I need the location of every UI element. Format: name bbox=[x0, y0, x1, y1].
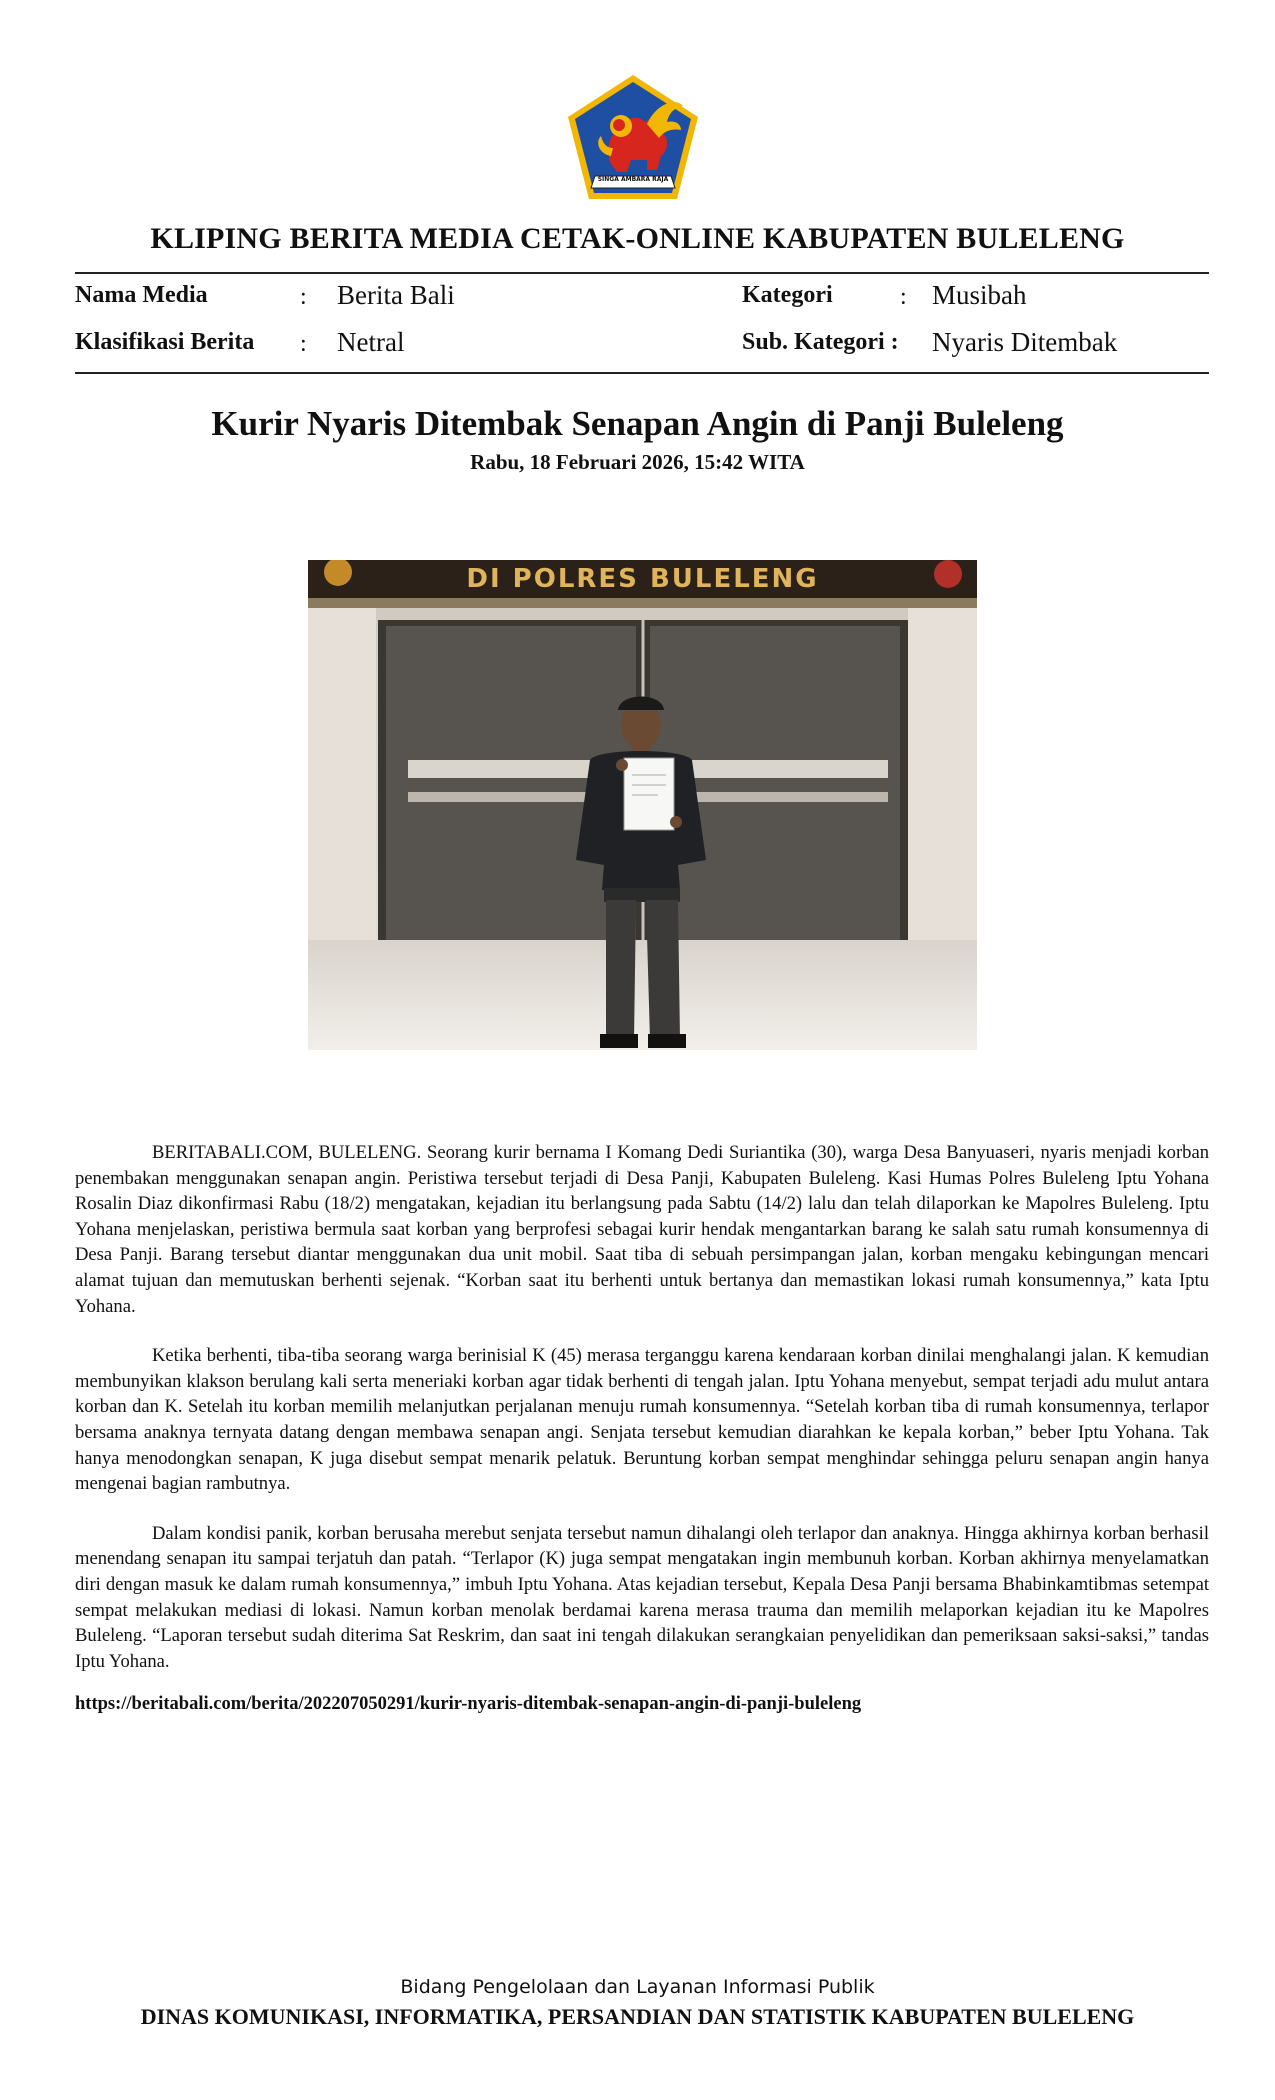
classification-value: Netral bbox=[337, 327, 405, 357]
article-paragraph: Dalam kondisi panik, korban berusaha merebut senjata tersebut namun dihalangi oleh terlapor dan anaknya. Hingga akhirnya korban berhasil menendang senapan itu sampai terjatuh dan patah. “Terlapor (K) juga sempat mengatakan ingin membunuh korban. Korban akhirnya menyelamatkan diri dengan masuk ke dalam rumah konsumennya,” imbuh Iptu Yohana. Atas kejadian tersebut, Kepala Desa Panji bersama Bhabinkamtibmas setempat sempat melakukan mediasi di lokasi. Namun korban menolak berdamai karena merasa trauma dan memilih melaporkan kejadian itu ke Mapolres Buleleng. “Laporan tersebut sudah diterima Sat Reskrim, dan saat ini tengah dilakukan serangkaian penyelidikan dan pemeriksaan saksi-saksi,” tandas Iptu Yohana. bbox=[75, 1522, 1209, 1672]
media-label: Nama Media bbox=[75, 282, 208, 308]
category-value: Musibah bbox=[932, 280, 1027, 310]
classification-label: Klasifikasi Berita bbox=[75, 329, 255, 355]
media-value: Berita Bali bbox=[337, 280, 455, 310]
article-headline: Kurir Nyaris Ditembak Senapan Angin di Panji Buleleng bbox=[211, 404, 1064, 443]
divider-top bbox=[75, 272, 1209, 274]
subcategory-value: Nyaris Ditembak bbox=[932, 327, 1118, 357]
media-colon: : bbox=[300, 284, 307, 310]
article-paragraph: Ketika berhenti, tiba-tiba seorang warga berinisial K (45) merasa terganggu karena kendaraan korban dinilai menghalangi jalan. K kemudian membunyikan klakson berulang kali serta meneriaki korban agar tidak berhenti di tengah jalan. Iptu Yohana menyebut, sempat terjadi adu mulut antara korban dan K. Setelah itu korban memilih melanjutkan perjalanan menuju rumah konsumennya. “Setelah korban tiba di rumah konsumennya, terlapor bersama anaknya ternyata datang dengan membawa senapan angi. Senjata tersebut kemudian diarahkan ke kepala korban,” beber Iptu Yohana. Tak hanya menodongkan senapan, K juga disebut sempat menarik pelatuk. Beruntung korban sempat menghindar sehingga peluru senapan angin hanya mengenai bagian rambutnya. bbox=[75, 1345, 1209, 1495]
regency-emblem bbox=[565, 72, 701, 202]
subcategory-label: Sub. Kategori : bbox=[742, 329, 899, 355]
footer-unit: Bidang Pengelolaan dan Layanan Informasi Publik bbox=[400, 1976, 875, 1998]
footer-agency: DINAS KOMUNIKASI, INFORMATIKA, PERSANDIAN DAN STATISTIK KABUPATEN BULELENG bbox=[140, 2004, 1135, 2029]
photo-sign-text: DI POLRES BULELENG bbox=[466, 564, 819, 594]
article-body bbox=[75, 1140, 1209, 1698]
article-paragraph: BERITABALI.COM, BULELENG. Seorang kurir bernama I Komang Dedi Suriantika (30), warga Desa Banyuaseri, nyaris menjadi korban penembakan menggunakan senapan angin. Peristiwa tersebut terjadi di Desa Panji, Kabupaten Buleleng. Kasi Humas Polres Buleleng Iptu Yohana Rosalin Diaz dikonfirmasi Rabu (18/2) mengatakan, kejadian itu berlangsung pada Sabtu (14/2) lalu dan telah dilaporkan ke Mapolres Buleleng. Iptu Yohana menjelaskan, peristiwa bermula saat korban yang berprofesi sebagai kurir hendak mengantarkan barang ke salah satu rumah konsumennya di Desa Panji. Barang tersebut diantar menggunakan dua unit mobil. Saat tiba di sebuah persimpangan jalan, korban mengaku kebingungan mencari alamat tujuan dan memutuskan berhenti sejenak. “Korban saat itu berhenti untuk bertanya dan memastikan lokasi rumah konsumennya,” kata Iptu Yohana. bbox=[75, 1142, 1209, 1317]
emblem-motto: SINGA AMBARA RAJA bbox=[597, 176, 669, 183]
source-link[interactable]: https://beritabali.com/berita/202207050291/kurir-nyaris-ditembak-senapan-angin-di-panji-buleleng bbox=[75, 1694, 862, 1714]
divider-bottom bbox=[75, 372, 1209, 374]
category-label: Kategori bbox=[742, 282, 833, 308]
category-colon: : bbox=[900, 284, 907, 310]
document-title: KLIPING BERITA MEDIA CETAK-ONLINE KABUPATEN BULELENG bbox=[150, 222, 1125, 255]
article-photo bbox=[308, 560, 977, 1050]
article-dateline: Rabu, 18 Februari 2026, 15:42 WITA bbox=[470, 450, 805, 474]
classification-colon: : bbox=[300, 331, 307, 357]
